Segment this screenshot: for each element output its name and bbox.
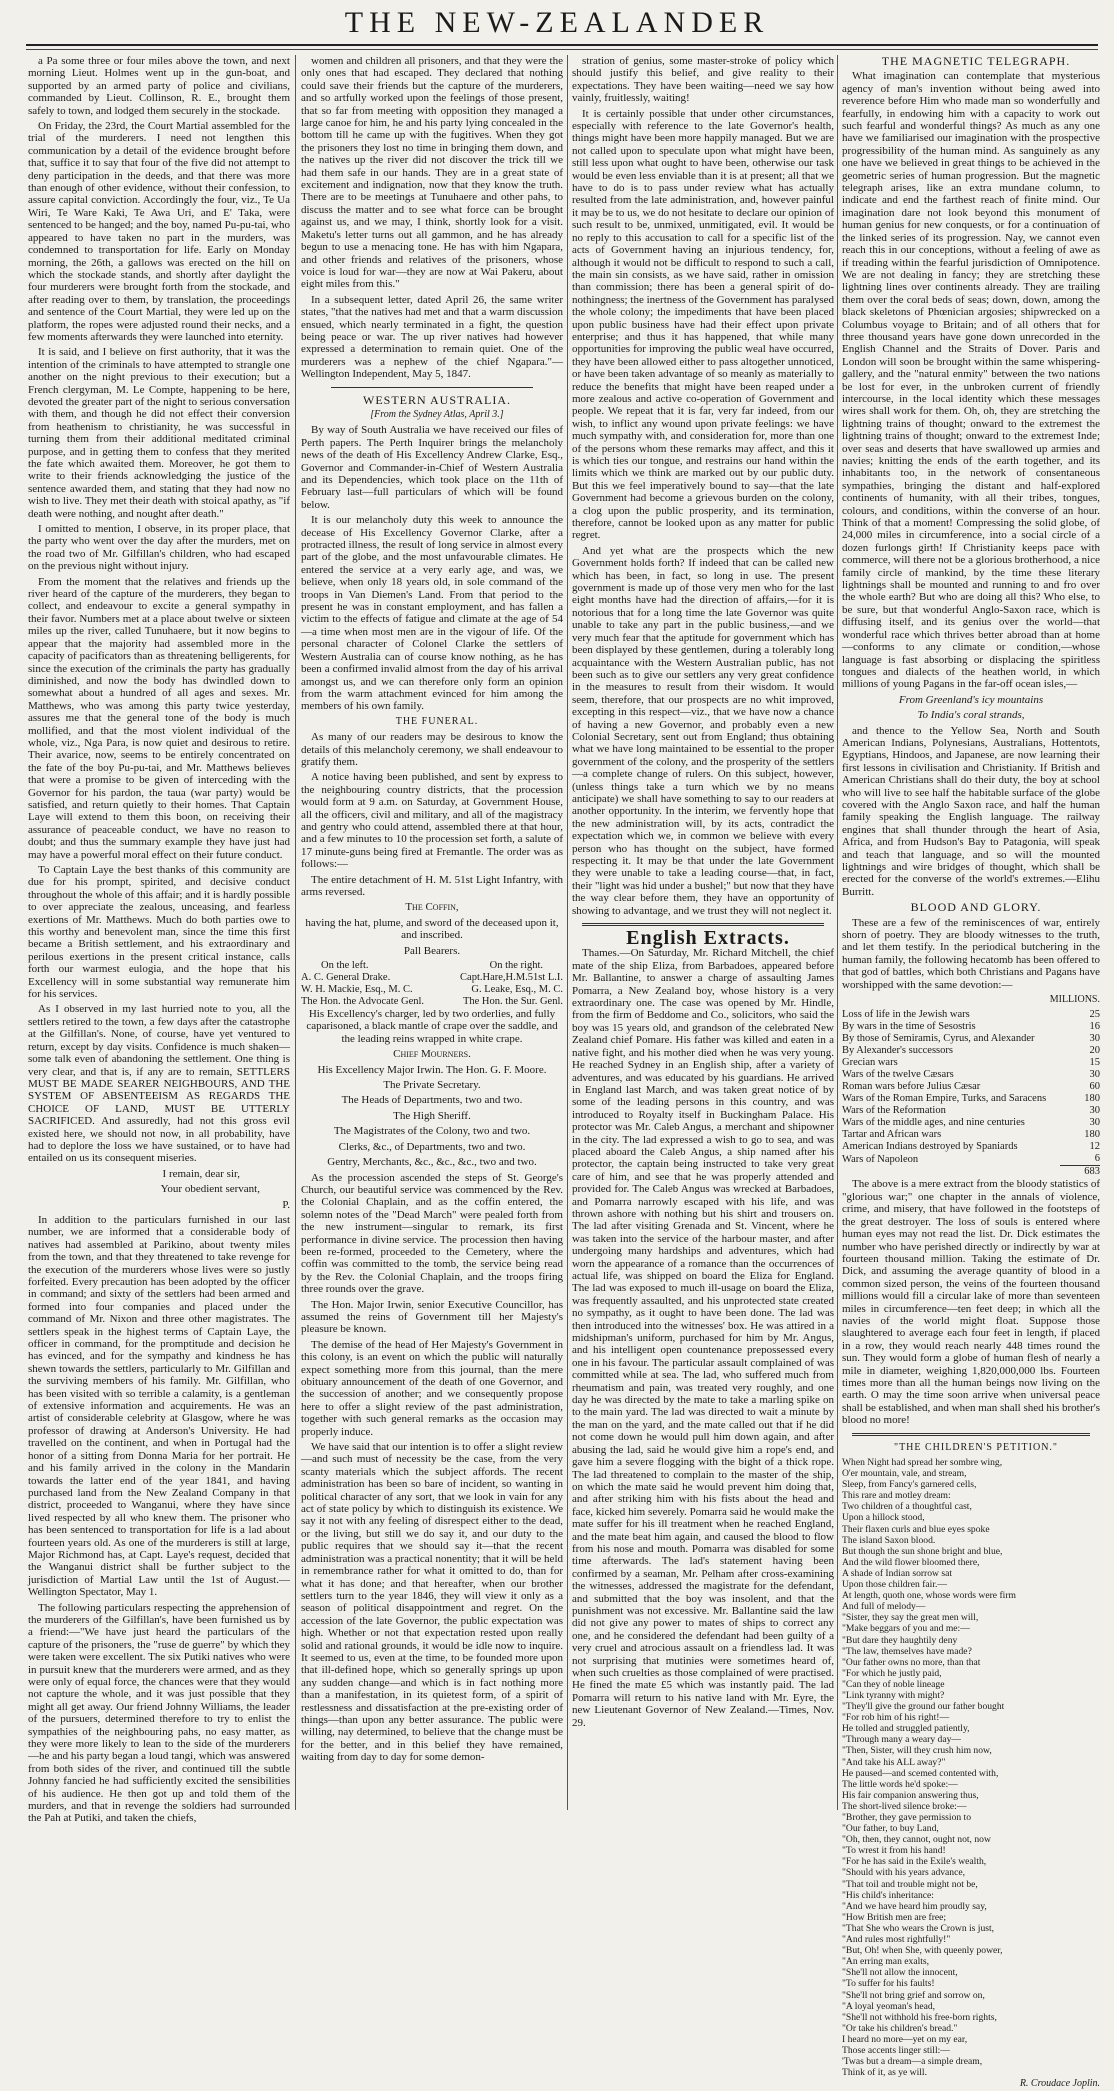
poem-line: "Link tyranny with might? <box>842 1689 945 1701</box>
stats-label: Tartar and African wars <box>842 1129 942 1141</box>
section-heading: THE MAGNETIC TELEGRAPH. <box>881 54 1071 68</box>
article-paragraph: and thence to the Yellow Sea, North and South American Indians, Polynesians, Australians, Hottentots, Egyptians, Hindoos, and Japanese, are now learning their first lessons in civilisation and Christianity. If British and American Christians shall do their duty, the boy at school who will live to see half the habitable surface of the globe covered with the Anglo Saxon race, and half the human family speaking the English language. The railway engines that shall thunder through the heart of Asia, Africa, and from Hudson's Bay to Patagonia, will speak and teach that language, and so will the mounted lightnings and wire bridges of thought, which shall be erected for the converse of the world's extremes.—Elihu Burritt. <box>842 724 1100 898</box>
stats-value: 30 <box>1089 1033 1100 1045</box>
divider <box>331 387 533 388</box>
section-source: [From the Sydney Atlas, April 3.] <box>370 408 504 420</box>
poem-line: And the wild flower bloomed there, <box>842 1556 980 1568</box>
article-paragraph: From the moment that the relatives and friends up the river heard of the capture of the murderers, they began to collect, and endeavour to excite a general sympathy in their favor. Numbers met at a place about twelve or sixteen miles up the river, called Tunuhaere, but it now begins to appear that the majority had assembled more in the capacity of pacificators than as threatening belligerents, for since the execution of the criminals the party has gradually diminished, and now the body has dwindled down to somewhat about a hundred of all ages and sexes. Mr. Matthews, who was among this party twice yesterday, assures me that the general tone of the body is much mollified, and that the most violent individual of the whole, viz., Nga Para, is now quiet and desirous to retire. Their avarice, now, seems to be entirely concentrated on the fate of the boy Pu-pu-tai, and Mr. Matthews believes that were a promise to be given of interceding with the Governor for his pardon, the taua (war party) would be satisfied, and return quietly to their homes. That Captain Laye will extend to them this boon, on receiving their assurance of peaceable conduct, we have no reason to doubt; and thus the summary example they have just had may have a powerful moral effect on their future conduct. <box>28 575 290 861</box>
letter-signature: P. <box>282 1198 290 1211</box>
section-heading: THE FUNERAL. <box>395 715 479 727</box>
article-paragraph: The demise of the head of Her Majesty's Government in this colony, is an event on which the public will naturally expect something more from this journal, than the mere obituary announcement of the death of one Governor, and the succession of another; and we consequently propose here to offer a slight review of the past administration, together with such general remarks as the occasion may properly induce. <box>301 1338 563 1438</box>
stats-value: 30 <box>1089 1117 1100 1129</box>
procession-item: The Magistrates of the Colony, two and two. <box>333 1125 531 1138</box>
poem-line: His fair companion answering thus, <box>842 1789 979 1801</box>
stats-value: 180 <box>1084 1129 1100 1141</box>
poem-line: A shade of Indian sorrow sat <box>842 1567 953 1579</box>
bearers-row <box>301 972 563 984</box>
coffin-description: having the hat, plume, and sword of the deceased upon it, and inscribed. <box>305 916 559 942</box>
article-paragraph: The Hon. Major Irwin, senior Executive Councillor, has assumed the reins of Government till her Majesty's pleasure be known. <box>301 1298 563 1336</box>
article-paragraph: It is certainly possible that under other circumstances, especially with reference to the late Governor's health, things might have been more happily managed. But we are not called upon to speculate upon what might have been, still less upon what ought to have been, otherwise our task would be even less enviable than it is at present; all that we have to do is to pass under review what has actually resulted from the late administration, and, however painful it may be to us, we do not hesitate to declare our opinion of such result to be, unmixed, unmitigated, evil. It would be no reply to this accusation to call for a specific list of the acts of Government having an injurious tendency, for, although it would not be difficult to respond to such a call, the main sin consists, as we have said, rather in omission than commission; there has been a general spirit of do-nothingness; the inertness of the Government has paralysed the whole colony; the impediments that have been placed upon public business have had their effect upon private enterprise; and thus it has happened, that while many opportunities for improving the public weal have occurred, they have been allowed either to pass altogether unnoticed, or have been taken advantage of so meanly as materially to reduce the benefits that might have been reaped under a more zealous and active co-operation of Government and people. We repeat that it is far, very far indeed, from our wish, to inflict any wound upon private feelings: we have much sympathy with, and consideration for, more than one of the persons whom these remarks may affect, and this it is which ties our tongue, and restrains our hand within the limits which we think are marked out by our public duty. But this we feel imperatively bound to say—that the late Government had become a grievous burden on the colony, a clog upon the public prosperity, and its termination, therefore, cannot be looked upon as any matter for public regret. <box>572 107 834 542</box>
section-heading: WESTERN AUSTRALIA. <box>363 392 511 407</box>
poem-line: "Oh, then, they cannot, ought not, now <box>842 1834 991 1846</box>
column-divider <box>567 55 568 1810</box>
poem-line: "That toil and trouble might not be, <box>842 1878 978 1890</box>
stats-row <box>842 1021 1100 1033</box>
poem-line: But though the sun shone bright and blue, <box>842 1545 1003 1557</box>
stats-value: 30 <box>1089 1105 1100 1117</box>
poem-line: Sleep, from Fancy's garnered cells, <box>842 1479 977 1491</box>
poem-line: "And rules most rightfully!" <box>842 1934 951 1946</box>
poem-line: "And take his ALL away?" <box>842 1756 946 1768</box>
quote-line: To India's coral strands, <box>917 709 1025 722</box>
stats-value: 15 <box>1089 1057 1100 1069</box>
column-4 <box>842 54 1100 2090</box>
stats-label: Grecian wars <box>842 1057 898 1069</box>
poem-line: The island Saxon blood. <box>842 1534 936 1546</box>
article-paragraph: To Captain Laye the best thanks of this community are due for his prompt, spirited, and decisive conduct throughout the whole of this affair; and it is hardly possible to over appreciate the zealous, unceasing, and fearless exertions of Mr. Matthews. Much do both parties owe to this worthy and benevolent man, since the time this first became a British settlement, and his extraordinary and perilous exertions in the present critical instance, calls forth our warmest eulogia, and the hope that his Excellency will in some substantial way remunerate him for his services. <box>28 864 290 1001</box>
poem-line: "Through many a weary day— <box>842 1734 962 1746</box>
stats-value: 30 <box>1089 1069 1100 1081</box>
article-paragraph: The above is a mere extract from the bloody statistics of "glorious war;" one chapter in the annals of violence, crime, and misery, that have followed in the footsteps of the great destroyer. The loss of souls is entered where human eyes may not read the list. Dr. Dick estimates the number who have perished directly or indirectly by war at fourteen thousand million. Taking the estimate of Dr. Dick, and assuming the average quantity of blood in a common sized person, the veins of the fourteen thousand millions would fill a circular lake of more than seventeen miles in circumference—ten feet deep; in which all the navies of the world might float. Suppose those slaughtered to average each four feet in length, if placed in a row, they would reach nearly 448 times round the sun. They would form a globe of human flesh of nearly a mile in diameter, weighing 1,820,000,000 lbs. Fourteen times more than all the human beings now living on the earth. O may the time soon arrive when universal peace shall be established, and when man shall shed his brother's blood no more! <box>842 1178 1100 1427</box>
bearer-left: The Hon. the Advocate Genl. <box>301 996 425 1008</box>
article-paragraph: What imagination can contemplate that mysterious agency of man's invention without being awed into reverence before Him who made man so wonderfully and fearfully, in endowing him with a capacity to work out such fearful and wonderful things? As much as any one have we familiarised our imagination with the prospective progressibility of the human mind. As sanguinely as any one have we believed in great things to be achieved in the geometric series of human progression. But the magnetic telegraph arises, like an extra mundane column, to indicate and end the farthest reach of finite mind. Our imagination dare not look beyond this monument of human genius for new conquests, or for a continuation of the linked series of its progression. Nay, we cannot even reach this in our conceptions, without a feeling of awe as if treading within the fearful jurisdiction of Omnipotence. We are not dealing in fancy; they are stretching these lightning lines over continents already. They are trailing them over the coral beds of seas; down, down, among the black skeletons of Phœnician argosies; shipwrecked on a Columbus voyage to Britain; and of all others that for three thousand years have gone down unrecorded in the English Channel and the Straits of Dover. Paris and London will soon be brought within the same whispering-gallery, and the "natural enmity" between the two nations be lost for ever, in the unbroken current of friendly intercourse, in the local identity which these messages wires shall work for them. Oh, oh, they are stretching the lightning trains of thought; onward to the extremest the lightning trains of thought; onward to the extremest Inde; over seas and deserts that have swallowed up armies and navies; knitting the ends of the earth together, and its inhabitants too, in the network of consentaneous sympathies, bringing the distant and half-explored continents of humanity, with all their tribes, tongues, colours, and conditions, within the converse of an hour. Think of that a moment! Compressing the solid globe, of 24,000 miles in circumference, into a social circle of a dozen furlongs girth! If Christianity keeps pace with commerce, will there not be a glorious brotherhood, a nice family circle of mankind, by the time these literary lightnings shall be mounted and running to and fro over the whole earth? But who are doing all this? Who else, to be sure, but that wonderful Anglo-Saxon race, which is diffusing itself, and its genius over the world—that wonderful race which thrives better abroad than at home—conforms to any climate or condition,—whose language is fast absorbing or displacing the spiritless tongues and dialects of the heathen world, in which millions of young Pagans in the far-off ocean isles,— <box>842 70 1100 691</box>
article-paragraph: I omitted to mention, I observe, in its proper place, that the party who went over the day after the murders, met on the road two of Mr. Gilfillan's children, who had escaped on the previous night without injury. <box>28 523 290 573</box>
bearers-left-heading: On the left. <box>321 960 369 972</box>
poem-line: "For he has said in the Exile's wealth, <box>842 1856 987 1868</box>
poem-line: At length, quoth one, whose words were firm <box>842 1590 1016 1602</box>
column-2 <box>301 55 563 1810</box>
poem-line: "But dare they haughtily deny <box>842 1634 958 1646</box>
bearer-right: G. Leake, Esq., M. C. <box>471 984 563 996</box>
procession-item: Clerks, &c., of Departments, two and two. <box>338 1140 526 1153</box>
quote-line: From Greenland's icy mountains <box>898 693 1044 706</box>
poem <box>842 1457 1100 2078</box>
article-paragraph: women and children all prisoners, and that they were the only ones that had escaped. They declared that nothing could save their friends but the capture of the murderers, and so artfully worked upon the feelings of those present, that so far from meeting with opposition they managed a large canoe for him, he and his party lying concealed in the bottom till he came up with the fugitives. When they got the prisoners they lost no time in bringing them down, and the natives up the river did not discover the trick till we had them safe in our hands. They are in a great state of excitement and indignation, now that they know the truth. There are to be meetings at Tunuhaere and other pahs, to discuss the matter and to see what force can be brought against us, and we may, I think, shortly look for a visit. Maketu's letter turns out all gammon, and he has already begun to use a menacing tone. He has with him Ngapara, and other friends and relatives of the prisoners, whose voice is loud for war—they are now at Wai Pakeru, about eight miles from this." <box>301 55 563 291</box>
stats-row <box>842 1129 1100 1141</box>
column-1 <box>28 55 290 1825</box>
poem-line: "Our father owns no more, than that <box>842 1656 981 1668</box>
procession-item: Gentry, Merchants, &c., &c., &c., two and two. <box>327 1156 537 1169</box>
stats-value: 180 <box>1084 1093 1100 1105</box>
poem-title: "THE CHILDREN'S PETITION." <box>893 1441 1058 1453</box>
poem-line: When Night had spread her sombre wing, <box>842 1457 1003 1468</box>
poem-line: "A loyal yeoman's head, <box>842 2000 936 2012</box>
section-heading-english-extracts: English Extracts. <box>626 927 790 950</box>
poem-line: "They'll give the ground our father bought <box>842 1701 1005 1713</box>
poem-line: Think of it, as ye will. <box>842 2067 927 2079</box>
divider <box>852 1433 1090 1436</box>
stats-label: Loss of life in the Jewish wars <box>842 1009 970 1021</box>
stats-label: By those of Semiramis, Cyrus, and Alexander <box>842 1033 1035 1045</box>
stats-label: Wars of the middle ages, and nine centuries <box>842 1117 1025 1129</box>
masthead-rule <box>26 44 1098 46</box>
stats-label: Wars of the twelve Cæsars <box>842 1069 954 1081</box>
charger-description: His Excellency's charger, led by two orderlies, and fully caparisoned, a black mantle of crape over the saddle, and the leading reins wrapped in white crape. <box>306 1008 558 1045</box>
article-paragraph: As I observed in my last hurried note to you, all the settlers retired to the town, a few days after the catastrophe at the Gilfillan's. None, of course, have yet ventured to return, except by day visits. Confidence is much shaken—some talk even of abandoning the settlement. One thing is very clear, and that is, if any are to remain, SETTLERS MUST BE MADE SEARER NEIGHBOURS, AND THE SYSTEM OF ABSENTEEISM AS REGARDS THE CHOICE OF LAND, MUST BE UTTERLY SACRIFICED. And assuredly, had not this gross evil existed here, we should not now, in all probability, have had to deplore the loss we have sustained, or to have had entailed on us its consequent miseries. <box>28 1003 290 1165</box>
article-paragraph: These are a few of the reminiscences of war, entirely shorn of poetry. They are bloody witnesses to the truth, and let them testify. In the periodical butchering in the human family, the following hecatomb has been offered to that god of battles, which both Christians and Pagans have worshipped with the same devotion:— <box>842 916 1100 991</box>
war-statistics-table <box>842 1009 1100 1178</box>
poem-line: "An erring man exalts, <box>842 1956 930 1968</box>
bearer-right: Capt.Hare,H.M.51st L.I. <box>460 972 563 984</box>
poem-line: Two children of a thoughtful cast, <box>842 1501 972 1513</box>
stats-row <box>842 1045 1100 1057</box>
bearers-table <box>301 960 563 1008</box>
poem-line: The short-lived silence broke:— <box>842 1800 967 1812</box>
stats-row <box>842 1141 1100 1153</box>
poem-line: "The law, themselves have made? <box>842 1645 972 1657</box>
stats-label: Roman wars before Julius Cæsar <box>842 1081 981 1093</box>
pall-bearers-heading: Pall Bearers. <box>403 944 461 957</box>
divider <box>582 923 824 926</box>
stats-value: 12 <box>1089 1141 1100 1153</box>
stats-row <box>842 1033 1100 1045</box>
article-paragraph: We have said that our intention is to offer a slight review—and such must of necessity be the case, from the very scanty materials which the subject affords. The recent administration has been so bare of incident, so wanting in political character of any sort, that we look in vain for any act of state policy by which to distinguish its existence. We say it not with any feeling of disrespect either to the dead, or the living, but still we do say it, and our duty to the public requires that we should say it—that the recent administration was a practical nonentity; that it will be held in remembrance rather for what it omitted to do, than for what it has done; and that hereafter, when our brother settlers turn to the year 1846, they will view it only as a season of political disappointment and regret. On the accession of the late Governor, the public expectation was high. Whether or not that expectation rested upon really solid and rational grounds, it would be idle now to inquire. It seemed to us, even at the time, to be founded more upon that ill-defined hope, which so generally springs up upon any sudden change—and which is in fact nothing more than a manifestation, in its quietest form, of a spirit of restlessness and dissatisfaction at the pre-existing order of things—than upon any better assurance. The public were willing, nay determined, to believe that the change must be for the better, and in this belief they have remained, waiting from day to day for some demon- <box>301 1441 563 1764</box>
section-heading: BLOOD AND GLORY. <box>910 900 1042 915</box>
poem-line: "To suffer for his faults! <box>842 1978 935 1990</box>
stats-label: By Alexander's successors <box>842 1045 953 1057</box>
article-paragraph: As many of our readers may be desirous to know the details of this melancholy ceremony, we shall endeavour to gratify them. <box>301 731 563 768</box>
poem-line: "His child's inheritance: <box>842 1889 934 1901</box>
poem-line: The little words he'd spoke:— <box>842 1778 958 1790</box>
procession-item: The High Sheriff. <box>393 1109 471 1122</box>
poem-line: He tolled and struggled patiently, <box>842 1723 970 1735</box>
article-paragraph: stration of genius, some master-stroke of policy which should justify this belief, and give reality to their expectations. They have been waiting—need we say how vainly, fruitlessly, waiting! <box>572 55 834 105</box>
bearers-right-heading: On the right. <box>489 960 543 972</box>
article-paragraph: On Friday, the 23rd, the Court Martial assembled for the trial of the murderers. I need not lengthen this communication by a detail of the evidence brought before that, suffice it to say that four of the five did not attempt to deny participation in the deeds, and that there was more than enough of other evidence, without their confession, to assure capital conviction. Accordingly the four, viz., Te Ua Wiri, Te Ware Kaki, Te Awa Uri, and E' Taka, were sentenced to be hanged; and the boy, named Pu-pu-tai, who appeared to have taken no part in the murders, was condemned to transportation for life. Early on Monday morning, the 26th, a gallows was erected on the hill on which the stockade stands, and shortly after daylight the four murderers were brought forth from the stockade, and after reading over to them, by translation, the proceedings and sentence of the Court Martial, they were led up on the platform, the ropes were adjusted round their necks, and a few moments afterwards they were launched into eternity. <box>28 120 290 343</box>
stats-row <box>842 1009 1100 1021</box>
poem-line: O'er mountain, vale, and stream, <box>842 1468 967 1480</box>
poem-line: Upon those children fair.— <box>842 1579 947 1591</box>
poem-line: "That She who wears the Crown is just, <box>842 1922 995 1934</box>
article-paragraph: In a subsequent letter, dated April 26, the same writer states, "that the natives had met and that a warm discussion ensued, which nearly terminated in a fight, the question being peace or war. The up river natives had however expressed a determination to remain quiet. One of the murderers was a nephew of the chief Ngapara."—Wellington Independent, May 5, 1847. <box>301 293 563 381</box>
procession-item: The Private Secretary. <box>383 1079 481 1092</box>
poem-line: "How British men are free; <box>842 1911 947 1923</box>
poem-line: 'Twas but a dream—a simple dream, <box>842 2056 983 2068</box>
article-paragraph: By way of South Australia we have received our files of Perth papers. The Perth Inquirer brings the melancholy news of the death of His Excellency Andrew Clarke, Esq., Governor and Commander-in-Chief of Western Australia and its Dependencies, which took place on the 11th of February last—full particulars of which will be found below. <box>301 424 563 511</box>
stats-value: 20 <box>1089 1045 1100 1057</box>
poem-line: "For rob him of his right!— <box>842 1712 950 1724</box>
column-divider <box>295 55 296 1810</box>
stats-label: Wars of the Roman Empire, Turks, and Saracens <box>842 1093 1047 1105</box>
column-divider <box>837 55 838 1810</box>
stats-label: Wars of Napoleon <box>842 1153 919 1165</box>
poem-line: This rare and motley dream: <box>842 1490 951 1502</box>
article-paragraph: And yet what are the prospects which the new Government holds forth? If indeed that can be called new which has been, in fact, so long in use. The present government is made up of those very men who for the last eight months have had the direction of affairs,—for it is notorious that for a long time the late Governor was quite unable to take any part in the public business,—and we very much fear that the aptitude for government which has been displayed by these gentlemen, during a tolerably long acquaintance with the Western Australian public, has not been such as to give our settlers any very great confidence in the measures to result from their wisdom. It would seem, therefore, that our prospects are no whit improved, excepting in this respect—viz., that we have now a chance of having a new Governor, and probably even a new Colonial Secretary, sent out from England; thus obtaining what we have long maintained to be essential to the proper government of the colony, and the prosperity of the settlers—a complete change of rulers. On this subject, however, (unless things take a turn which we by no means anticipate) we shall have something to say to our readers at another opportunity. In the interim, we fervently hope that the new administration will, by its acts, contradict the expectation which we, in common we believe with every person who has thought on the subject, have formed respecting it. It may be that under the late Government they were unable to take a leading course—that, in fact, their "light was hid under a bushel;" but now that they have the way clear before them, they have an opportunity of showing to advantage, and we trust they will not neglect it. <box>572 544 834 917</box>
masthead-rule-thin <box>26 49 1098 50</box>
article-paragraph: The entire detachment of H. M. 51st Light Infantry, with arms reversed. <box>301 873 563 898</box>
stats-value: 25 <box>1089 1009 1100 1021</box>
article-paragraph: The following particulars respecting the apprehension of the murderers of the Gilfillan's, have been furnished us by a friend:—"We have just heard the particulars of the capture of the prisoners, the "ruse de guerre" by which they were taken were excellent. The six Putiki natives who were in pursuit knew that the murderers were armed, and as they were only of equal force, the chances were that they would not capture the whole, and it was just possible that they might all get away. Our friend Johnny Williams, the leader of the pursuers, determined therefore to try to enlist the sympathies of the neighbouring pahs, no easy matter, as they were more likely to lean to the side of the murderers—he and his party began a loud tangi, which was answered from both sides of the river, and continued till the subtle Johnny fancied he had sufficiently excited the sensibilities of his audience. He then got up and told them of the murders, and that in revenge the soldiers had surrounded the Pah at Putiki, and taken the chiefs, <box>28 1601 290 1825</box>
poem-line: "She'll not bring grief and sorrow on, <box>842 1989 985 2001</box>
stats-row <box>842 1117 1100 1129</box>
article-paragraph: In addition to the particulars furnished in our last number, we are informed that a considerable body of natives had assembled at Parikino, about twenty miles from the town, and that they threatened to take revenge for the execution of the murderers whose lives were so justly forfeited. Every precaution has been adopted by the officer in command; and sixty of the settlers had been armed and formed into four companies and placed under the command of Mr. Nixon and three other magistrates. The settlers speak in the highest terms of Captain Laye, the officer in command, for the promptitude and decision he has evinced, and for the sympathy and kindness he has shewn towards the settlers, particularly to Mr. Gilfillan and the surviving members of his family. Mr. Gilfillan, who has been visited with so terrible a calamity, is a gentleman of extensive information and acquirements. He was an artist of considerable celebrity at Glasgow, where he was professor of drawing at Anderson's University. He had travelled on the continent, and when in Portugal had the honor of a sitting from Donna Maria for her portrait. He and his family arrived in the colony in the Mandarin towards the latter end of the year 1841, and having purchased land from the New Zealand Company in that district, proceeded to Wanganui, where they have since lived respected by all who knew them. The prisoner who has been sentenced to transportation for life is a lad about fourteen years old. As one of the murderers is still at large, Major Richmond has, at Capt. Laye's request, decided that the Wanganui district shall be further subject to the jurisdiction of Martial Law until the 1st of August.—Wellington Spectator, May 1. <box>28 1213 290 1599</box>
mourners-line: His Excellency Major Irwin. The Hon. G. F. Moore. <box>317 1063 547 1076</box>
article-paragraph: a Pa some three or four miles above the town, and next morning Lieut. Holmes went up in the gun-boat, and supported by an armed party of police and civilians, commanded by Lieut. Collinson, R. E., brought them safely to town, and lodged them securely in the stockade. <box>28 55 290 117</box>
poem-line: I heard no more—yet on my ear, <box>842 2033 968 2045</box>
poem-line: "Our father, to buy Land, <box>842 1823 939 1835</box>
poem-line: "Brother, they gave permission to <box>842 1812 972 1823</box>
millions-label: MILLIONS. <box>1049 994 1100 1006</box>
stats-total: 683 <box>1060 1166 1100 1179</box>
column-3 <box>572 55 834 1810</box>
poem-line: "But, Oh! when She, with queenly power, <box>842 1945 1003 1957</box>
article-paragraph: As the procession ascended the steps of St. George's Church, our beautiful service was commenced by the Rev. the Colonial Chaplain, and as the coffin entered, the solemn notes of the "Dead March" were pealed forth from the new instrument—singular to remark, its first performance in divine service. The procession then having been re-formed, proceeded to the Cemetery, where the coffin was committed to the tomb, the service being read by the Rev. the Colonial Chaplain, and the troops firing three rounds over the grave. <box>301 1171 563 1296</box>
stats-label: By wars in the time of Sesostris <box>842 1021 976 1033</box>
bearers-row <box>301 984 563 996</box>
bearer-right: The Hon. the Sur. Genl. <box>462 996 563 1008</box>
procession-item: The Heads of Departments, two and two. <box>341 1094 523 1107</box>
poem-line: Their flaxen curls and blue eyes spoke <box>842 1523 990 1535</box>
stats-value: 16 <box>1089 1021 1100 1033</box>
stats-row <box>842 1081 1100 1093</box>
bearer-left: W. H. Mackie, Esq., M. C. <box>301 984 413 996</box>
poem-line: Upon a hillock stood, <box>842 1512 925 1524</box>
masthead-title: THE NEW-ZEALANDER <box>344 6 770 39</box>
stats-label: American Indians destroyed by Spaniards <box>842 1141 1018 1153</box>
article-paragraph: A notice having been published, and sent by express to the neighbouring country districts, that the procession would form at 9 a.m. on Saturday, at Government House, all the officers, civil and military, and all of the magistracy and gentry who could attend, assembled there at that hour, and a few minutes to 10 the procession set forth, a salute of 17 minute-guns being fired at Fremantle. The order was as follows:— <box>301 771 563 871</box>
poem-line: "Can they of noble lineage <box>842 1678 945 1690</box>
article-paragraph: It is said, and I believe on first authority, that it was the intention of the criminals to have attempted to strangle one another on the night previous to their execution; but a French clergyman, M. Le Compte, happening to be here, devoted the greater part of the night to serious conversation with them, and though he did not effect their conversion from heathenism to christianity, he was successful in turning them from their additional meditated criminal purpose, and in getting them to confess that they merited the fate which awaited them. Moreover, he got them to write to their friends acknowledging the justice of the sentence awarded them, and stating that they had now no wish to live. They met their death with stoical apathy, as "if death were nothing, and nought after death." <box>28 346 290 520</box>
poem-line: "She'll not allow the innocent, <box>842 1967 958 1979</box>
bearer-left: A. C. General Drake. <box>301 972 391 984</box>
stats-label: Wars of the Reformation <box>842 1105 946 1117</box>
poem-signature: R. Croudace Joplin. <box>1019 2078 1100 2090</box>
poem-line: "Or take his children's bread." <box>842 2022 958 2034</box>
poem-line: "Sister, they say the great men will, <box>842 1612 979 1624</box>
masthead <box>0 0 1114 44</box>
stats-value: 60 <box>1089 1081 1100 1093</box>
stats-row <box>842 1057 1100 1069</box>
closing-line: I remain, dear sir, <box>162 1167 240 1180</box>
poem-line: "Make beggars of you and me:— <box>842 1623 970 1635</box>
poem-line: "Then, Sister, will they crush him now, <box>842 1745 992 1757</box>
stats-row <box>842 1069 1100 1081</box>
mourners-heading: Chief Mourners. <box>393 1048 471 1061</box>
poem-line: Those accents linger still:— <box>842 2044 950 2056</box>
poem-line: "For which he justly paid, <box>842 1667 942 1679</box>
stats-value: 6 <box>1094 1153 1100 1165</box>
stats-row <box>842 1153 1100 1166</box>
bearers-row <box>301 996 563 1008</box>
stats-row <box>842 1093 1100 1105</box>
article-paragraph: It is our melancholy duty this week to announce the decease of His Excellency Governor Clarke, after a protracted illness, the result of long service in almost every part of the globe, and the most unfavourable climates. He entered the service at a very early age, and was, we believe, when only 18 years old, in sole command of the troops in Van Diemen's Land. From that period to the present he was in constant employment, and has fallen a victim to the effects of fatigue and climate at the age of 54—a time when most men are in the vigour of life. Of the personal character of Colonel Clarke the settlers of Western Australia can of course know nothing, as he has been a confirmed invalid almost from the day of his arrival amongst us, and we can therefore only form an opinion from the warm attachment evinced for him among the members of his own family. <box>301 514 563 713</box>
poem-line: "And we have heard him proudly say, <box>842 1900 987 1912</box>
closing-line: Your obedient servant, <box>160 1183 260 1196</box>
coffin-heading: The Coffin, <box>405 901 459 914</box>
poem-line: And full of melody— <box>842 1601 926 1613</box>
article-paragraph: Thames.—On Saturday, Mr. Richard Mitchell, the chief mate of the ship Eliza, from Barbadoes, appeared before Mr. Ballantine, to answer a charge of assaulting James Pomarra, a New Zealand boy, whose history is a very extraordinary one. The case was opened by Mr. Hindle, from the firm of Beddome and Co., solicitors, who said the boy was 15 years old, and grandson of the celebrated New Zealand chief Pomare. His father was killed and eaten in a native fight, and his mother died when he was very young. He reached Sydney in an English ship, after a variety of adventures, and was educated by his guardians. He arrived in England last March, and was taken great notice of by some of the leading persons in this country, and was introduced to Royalty itself in Buckingham Palace. His protector was Mr. Caleb Angus, a merchant and shipowner in the city. The lad expressed a wish to go to sea, and was placed aboard the Caleb Angus, a ship named after his protector, the captain being instructed to take very great care of him, and see that he was properly attended and provided for. The Caleb Angus was wrecked at Barbadoes, and Pomarra narrowly escaped with his life, and was thrown ashore with nothing but his shirt and trousers on. The lad after visiting Grenada and St. Vincent, where he was taken into the service of the harbour master, and after undergoing many hardships and adventures, which had worn the appearance of a romance than the occurrences of actual life, was shipped on board the Eliza for England. The lad was exposed to much ill-usage on board the Eliza, was frequently assaulted, and his unprotected state created no sympathy, as it ought to have been done. The lad was then introduced into the witnesses' box. He was attired in a midshipman's uniform, purchased for him by Mr. Angus, and his intelligent open countenance prepossessed every one in his favour. The particular assault complained of was committed while at sea. The lad, who suffered much from rheumatism and pain, was treated very roughly, and one day he was directed by the mate to take a marling spike on to the main yard. The lad was directed to wait a minute by the man on the yard, and the mate called out that if he did not come down he would pull him down again, and after abusing the lad, said he would give him a rope's end, and gave him a severe flogging with the bight of a thick rope. The lad threatened to complain to the master of the ship, on which the mate said he would prevent him doing that, and after striking him with his fists about the head and face, kicked him severely. Pomarra said he would make the mate suffer for his ill treatment when he reached England, and the mate beat him again, and caused the blood to flow from his nose and mouth. Pomarra was disabled for some time afterwards. The lad's statement having been confirmed by a seaman, Mr. Pelham after cross-examining the witnesses, addressed the magistrate for the defendant, and submitted that the boy was insolent, and that the punishment was not excessive. Mr. Ballantine said the law did not give any power to mates of ships to correct any one, and he considered the defendant had been guilty of a very cruel and atrocious assault on a friendless lad. It was not surprising that mutinies were sometimes heard of, when such cruelties as those complained of were practised. He fined the mate £5 which was instantly paid. The lad Pomarra will return to his native land with Mr. Eyre, the new Lieutenant Governor of New Zealand.—Times, Nov. 29. <box>572 947 834 1729</box>
poem-line: He paused—and scemed contented with, <box>842 1767 999 1779</box>
poem-line: "To wrest it from his hand! <box>842 1845 946 1857</box>
poem-line: "Should with his years advance, <box>842 1867 966 1879</box>
poem-line: "She'll not withhold his free-born rights, <box>842 2011 997 2023</box>
stats-row <box>842 1105 1100 1117</box>
